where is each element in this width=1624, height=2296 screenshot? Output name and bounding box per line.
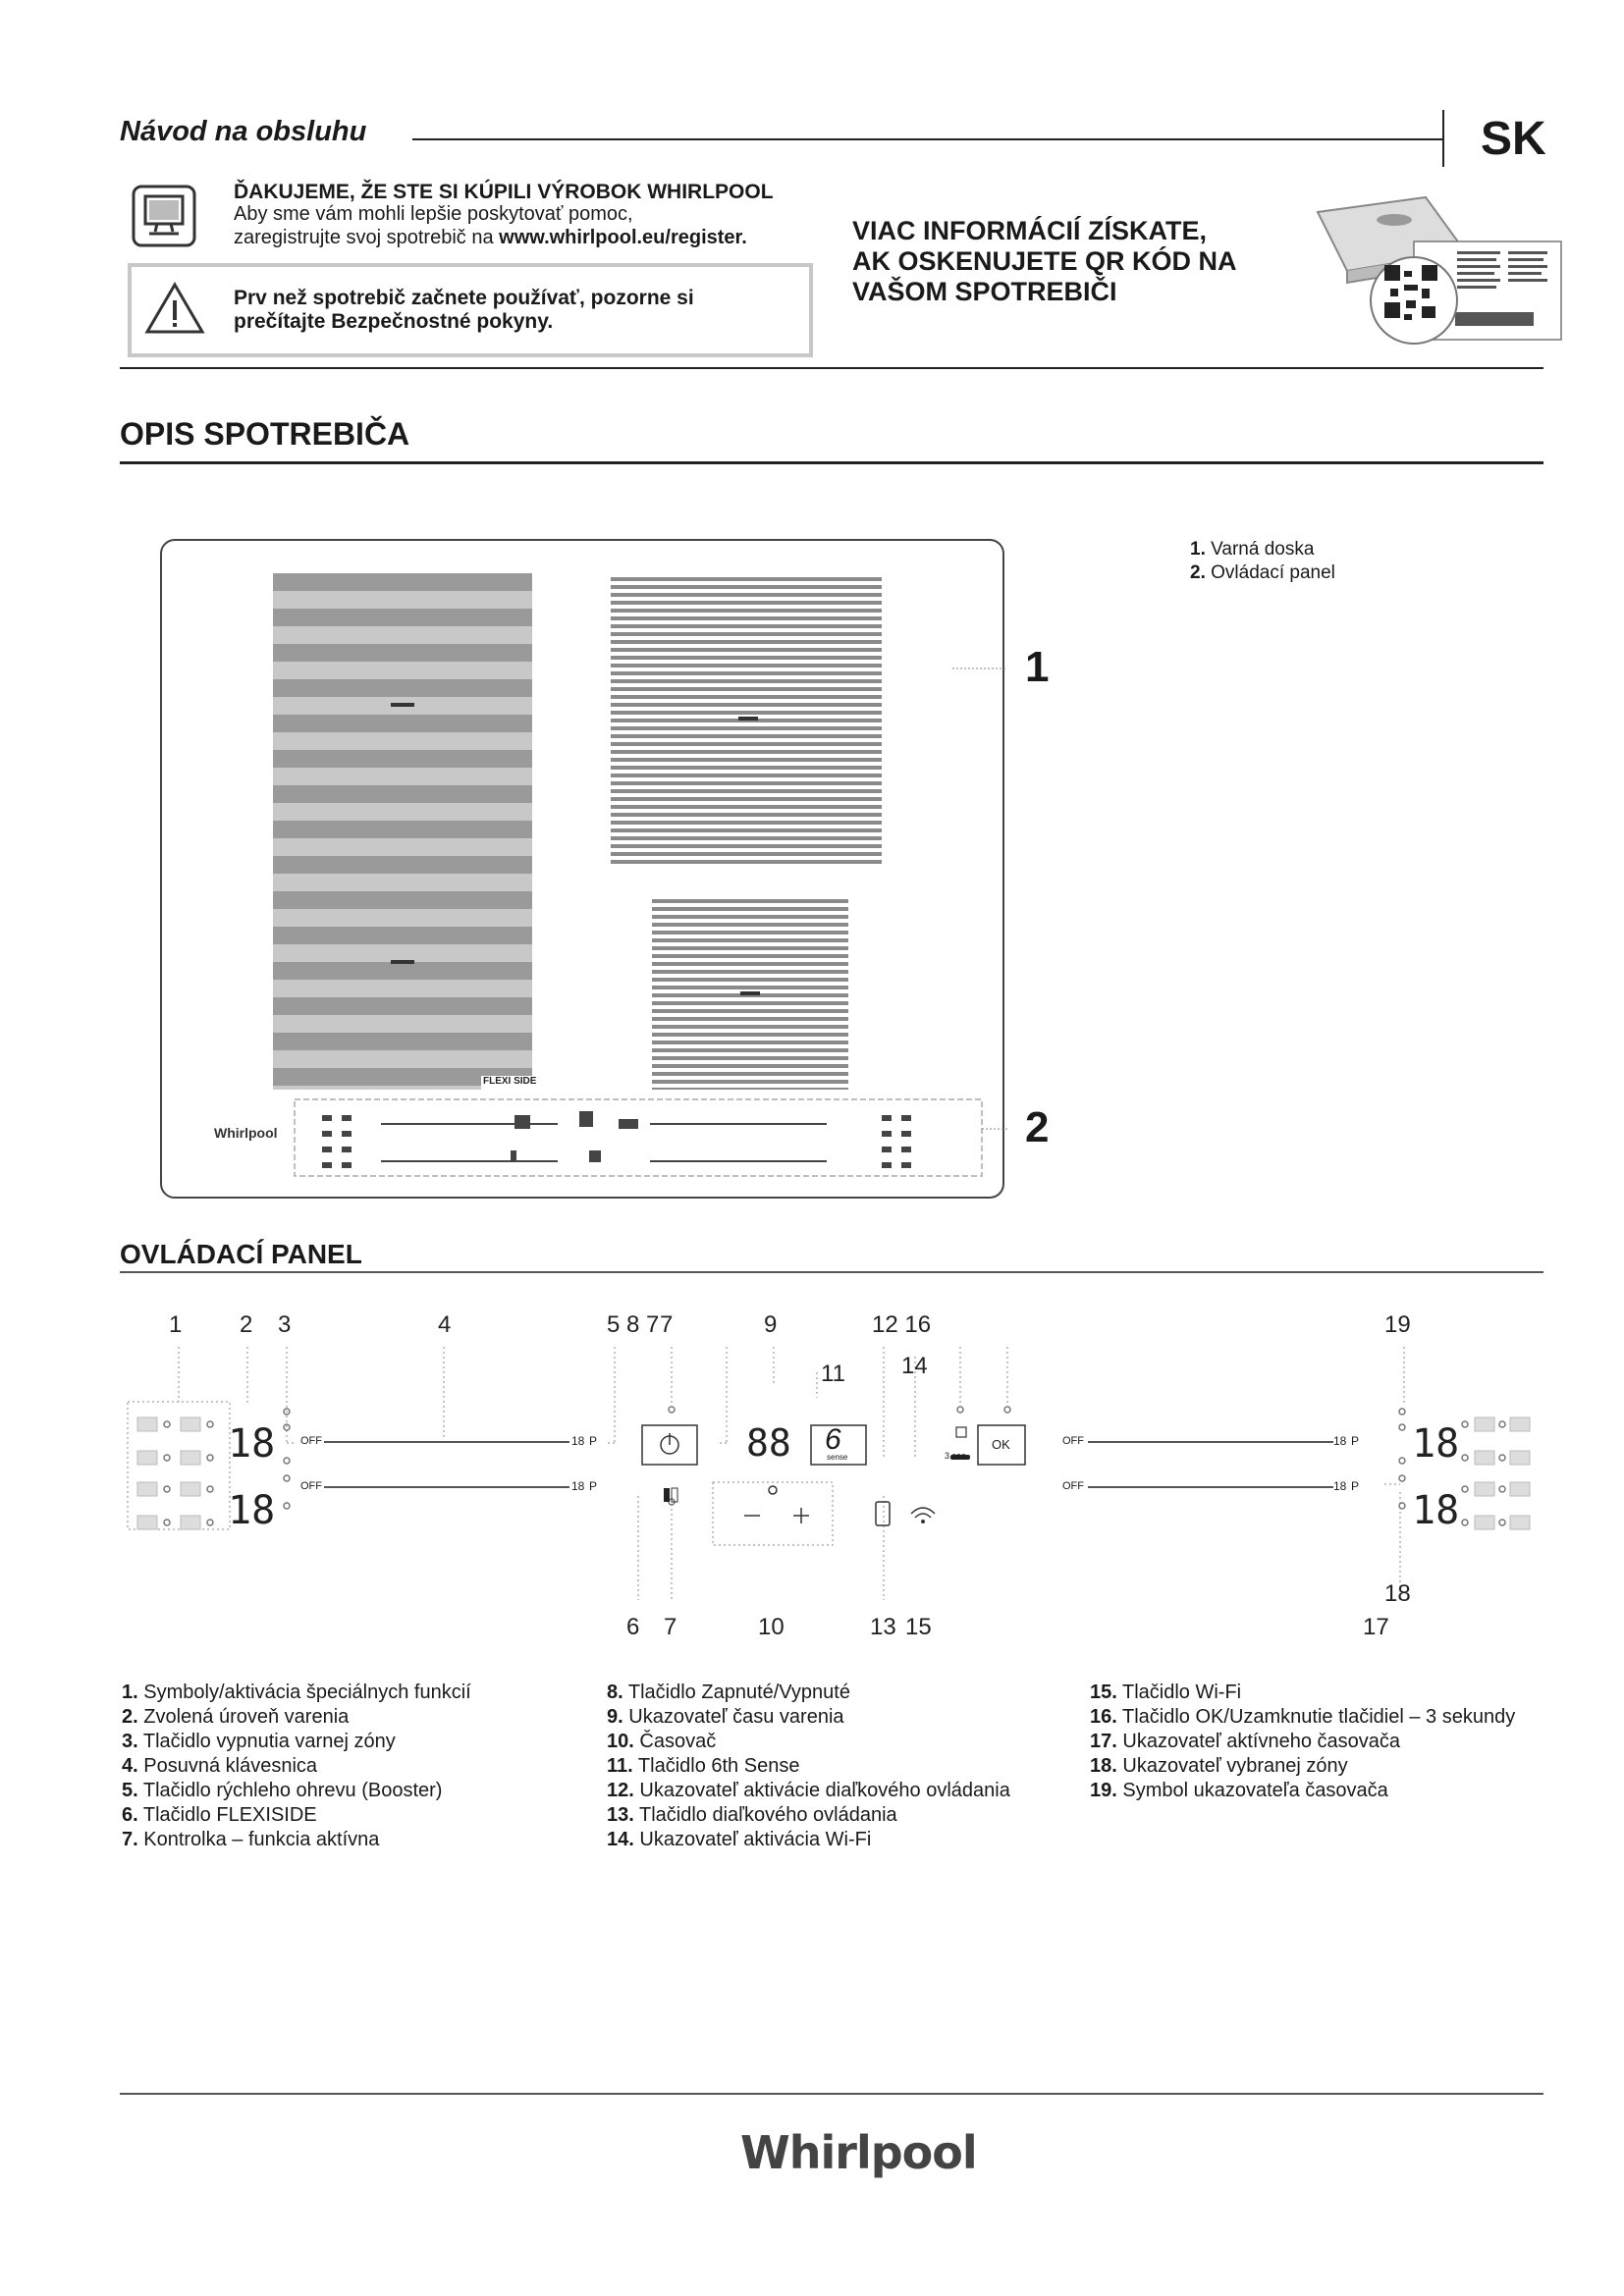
list-item: [122, 1730, 593, 1754]
list-num: 3.: [122, 1731, 138, 1752]
thanks-line1: Aby sme vám mohli lepšie poskytovať pomoc,: [234, 203, 633, 225]
list-num: 15.: [1090, 1682, 1117, 1703]
legend-text: Varná doska: [1211, 539, 1315, 560]
slider-end-1: 18: [571, 1434, 585, 1448]
booster-4[interactable]: P: [1351, 1479, 1360, 1493]
control-panel-rule: [120, 1271, 1543, 1273]
zone-level-display-1: 18: [228, 1421, 276, 1467]
thanks-line2: [234, 226, 747, 249]
hob-illustration: [157, 538, 1007, 1201]
list-num: 8.: [607, 1682, 623, 1703]
sixth-sense-button[interactable]: 6: [825, 1423, 841, 1456]
list-num: 9.: [607, 1706, 623, 1728]
list-num: 16.: [1090, 1706, 1117, 1728]
list-item: [607, 1705, 1078, 1730]
list-item: [607, 1803, 1078, 1828]
list-item: [122, 1754, 593, 1779]
list-num: 14.: [607, 1829, 634, 1850]
list-text: Ukazovateľ aktívneho časovača: [1122, 1731, 1401, 1752]
list-text: Časovač: [639, 1731, 717, 1752]
list-item: [607, 1754, 1078, 1779]
label-7-top: 7: [660, 1311, 674, 1338]
label-15: 15: [905, 1614, 932, 1640]
flexi-side-label: FLEXI SIDE: [483, 1076, 537, 1087]
thanks-text: [234, 202, 747, 249]
off-label-3: OFF: [1062, 1435, 1084, 1447]
footer-brand-logo: Whirlpool: [740, 2126, 977, 2179]
label-12-16: 12 16: [872, 1311, 932, 1338]
thanks-title: ĎAKUJEME, ŽE STE SI KÚPILI VÝROBOK WHIRLPOOL: [234, 181, 774, 203]
off-label-2: OFF: [300, 1480, 322, 1492]
list-text: Posuvná klávesnica: [143, 1755, 318, 1777]
header-rule: [412, 138, 1443, 140]
list-num: 12.: [607, 1780, 634, 1801]
list-text: Tlačidlo OK/Uzamknutie tlačidiel – 3 sekundy: [1122, 1706, 1516, 1728]
booster-2[interactable]: P: [589, 1479, 598, 1493]
list-num: 6.: [122, 1804, 138, 1826]
list-item: [607, 1779, 1078, 1803]
slider-end-3: 18: [1333, 1434, 1347, 1448]
register-link[interactable]: www.whirlpool.eu/register.: [499, 227, 747, 248]
warning-line1: Prv než spotrebič začnete používať, pozorne si: [234, 287, 694, 309]
list-item: [1090, 1779, 1551, 1803]
zone-level-display-3: 18: [1412, 1421, 1460, 1467]
manual-title: Návod na obsluhu: [120, 116, 367, 147]
list-item: [607, 1828, 1078, 1852]
list-item: [122, 1828, 593, 1852]
list-num: 13.: [607, 1804, 634, 1826]
header-divider: [1442, 110, 1444, 167]
label-3: 3: [278, 1311, 292, 1338]
legend-item: [1190, 538, 1335, 561]
legend-column-2: [607, 1681, 1078, 1852]
list-text: Tlačidlo diaľkového ovládania: [639, 1804, 897, 1826]
legend-column-3: [1090, 1681, 1551, 1803]
label-19: 19: [1384, 1311, 1411, 1338]
list-text: Tlačidlo Wi-Fi: [1122, 1682, 1242, 1703]
label-11: 11: [821, 1361, 845, 1387]
off-label-1: OFF: [300, 1435, 322, 1447]
list-text: Ukazovateľ aktivácie diaľkového ovládania: [639, 1780, 1010, 1801]
list-item: [1090, 1681, 1551, 1705]
list-item: [607, 1681, 1078, 1705]
lock-hint: 3 sec: [945, 1451, 966, 1461]
list-item: [122, 1779, 593, 1803]
qr-illustration: [1308, 192, 1563, 349]
list-text: Symboly/aktivácia špeciálnych funkcií: [143, 1682, 471, 1703]
label-10: 10: [758, 1614, 785, 1640]
language-code: SK: [1481, 113, 1546, 165]
legend-num: 1.: [1190, 539, 1206, 560]
label-13: 13: [870, 1614, 896, 1640]
list-num: 19.: [1090, 1780, 1117, 1801]
label-17: 17: [1363, 1614, 1389, 1640]
list-item: [1090, 1705, 1551, 1730]
list-num: 1.: [122, 1682, 138, 1703]
list-num: 18.: [1090, 1755, 1117, 1777]
list-text: Tlačidlo vypnutia varnej zóny: [142, 1731, 396, 1752]
qr-info-line3: VAŠOM SPOTREBIČI: [852, 277, 1117, 306]
legend-text: Ovládací panel: [1211, 562, 1335, 583]
list-num: 10.: [607, 1731, 634, 1752]
booster-1[interactable]: P: [589, 1434, 598, 1448]
thanks-line2-text: zaregistrujte svoj spotrebič na: [234, 227, 500, 248]
legend-column-1: [122, 1681, 593, 1852]
label-7-bottom: 7: [664, 1614, 677, 1640]
callout-1: 1: [1025, 643, 1050, 691]
list-text: Zvolená úroveň varenia: [143, 1706, 350, 1728]
sixth-sense-sub: sense: [827, 1453, 848, 1462]
monitor-icon: [132, 185, 196, 247]
off-label-4: OFF: [1062, 1480, 1084, 1492]
label-9: 9: [764, 1311, 778, 1338]
label-14: 14: [901, 1353, 928, 1379]
list-text: Tlačidlo 6th Sense: [637, 1755, 800, 1777]
list-item: [122, 1705, 593, 1730]
list-num: 4.: [122, 1755, 138, 1777]
slider-end-4: 18: [1333, 1479, 1347, 1493]
section-rule: [120, 461, 1543, 464]
appliance-legend: [1190, 538, 1335, 585]
label-18: 18: [1384, 1580, 1411, 1607]
label-2: 2: [240, 1311, 253, 1338]
cooking-time-display: 88: [746, 1421, 791, 1465]
section-title-description: OPIS SPOTREBIČA: [120, 416, 410, 452]
list-text: Kontrolka – funkcia aktívna: [143, 1829, 380, 1850]
intro-rule: [120, 367, 1543, 369]
list-text: Symbol ukazovateľa časovača: [1122, 1780, 1388, 1801]
label-1: 1: [169, 1311, 183, 1338]
warning-icon: [143, 281, 206, 336]
list-num: 17.: [1090, 1731, 1117, 1752]
qr-info-text: [852, 216, 1237, 307]
list-item: [1090, 1754, 1551, 1779]
section-title-control-panel: OVLÁDACÍ PANEL: [120, 1239, 362, 1269]
booster-3[interactable]: P: [1351, 1434, 1360, 1448]
label-5-8-7: 5 8 7: [607, 1311, 660, 1338]
control-panel-diagram: [118, 1335, 1551, 1600]
hob-brand-logo: Whirlpool: [214, 1125, 278, 1141]
list-item: [122, 1681, 593, 1705]
list-num: 7.: [122, 1829, 138, 1850]
ok-button[interactable]: OK: [992, 1437, 1010, 1452]
list-text: Tlačidlo rýchleho ohrevu (Booster): [142, 1780, 443, 1801]
qr-info-line2: AK OSKENUJETE QR KÓD NA: [852, 246, 1237, 276]
zone-level-display-2: 18: [228, 1488, 276, 1533]
list-text: Tlačidlo FLEXISIDE: [142, 1804, 317, 1826]
list-text: Ukazovateľ vybranej zóny: [1122, 1755, 1348, 1777]
warning-text: [234, 287, 694, 334]
qr-info-line1: VIAC INFORMÁCIÍ ZÍSKATE,: [852, 216, 1207, 245]
label-6: 6: [626, 1614, 640, 1640]
warning-line2: prečítajte Bezpečnostné pokyny.: [234, 310, 554, 333]
legend-item: [1190, 561, 1335, 585]
zone-level-display-4: 18: [1412, 1488, 1460, 1533]
list-num: 5.: [122, 1780, 138, 1801]
list-text: Ukazovateľ aktivácia Wi-Fi: [639, 1829, 872, 1850]
list-num: 11.: [607, 1755, 633, 1777]
list-item: [607, 1730, 1078, 1754]
label-4: 4: [438, 1311, 452, 1338]
list-text: Ukazovateľ času varenia: [628, 1706, 844, 1728]
list-text: Tlačidlo Zapnuté/Vypnuté: [627, 1682, 850, 1703]
legend-num: 2.: [1190, 562, 1206, 583]
slider-end-2: 18: [571, 1479, 585, 1493]
list-item: [1090, 1730, 1551, 1754]
callout-2: 2: [1025, 1103, 1050, 1151]
list-item: [122, 1803, 593, 1828]
footer-rule: [120, 2093, 1543, 2095]
list-num: 2.: [122, 1706, 138, 1728]
